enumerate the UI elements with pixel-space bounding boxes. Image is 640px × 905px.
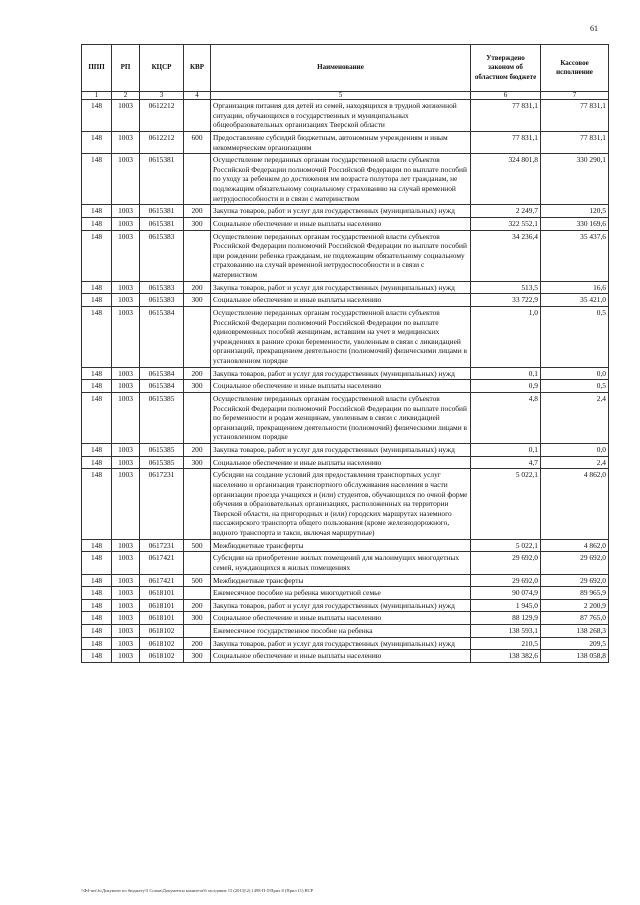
cell-kcsr: 0617421 bbox=[140, 552, 184, 574]
table-row bbox=[82, 587, 609, 600]
column-number: 4 bbox=[184, 92, 211, 100]
cell-kcsr: 0615385 bbox=[140, 392, 184, 443]
cell-name: Предоставление субсидий бюджетным, автономным учреждениям и иным некоммерческим организациям bbox=[211, 131, 471, 153]
cell-approved: 0,9 bbox=[471, 380, 541, 393]
cell-rp: 1003 bbox=[112, 392, 140, 443]
cell-kcsr: 0618101 bbox=[140, 599, 184, 612]
cell-approved: 77 831,1 bbox=[471, 100, 541, 132]
cell-kcsr: 0615385 bbox=[140, 456, 184, 469]
table-row bbox=[82, 154, 609, 205]
cell-name: Социальное обеспечение и иные выплаты населению bbox=[211, 612, 471, 625]
cell-kvr bbox=[184, 587, 211, 600]
cell-kvr: 200 bbox=[184, 444, 211, 457]
cell-ppp: 148 bbox=[82, 281, 112, 294]
table-row bbox=[82, 205, 609, 218]
cell-approved: 138 382,6 bbox=[471, 650, 541, 663]
cell-approved: 1,0 bbox=[471, 306, 541, 367]
cell-cash: 2,4 bbox=[541, 392, 609, 443]
table-row bbox=[82, 281, 609, 294]
cell-cash: 29 692,0 bbox=[541, 574, 609, 587]
cell-ppp: 148 bbox=[82, 456, 112, 469]
cell-approved: 4,7 bbox=[471, 456, 541, 469]
header-rp: РП bbox=[112, 45, 140, 92]
page-number: 61 bbox=[590, 24, 598, 33]
cell-cash: 330 169,6 bbox=[541, 217, 609, 230]
cell-kvr: 300 bbox=[184, 456, 211, 469]
cell-ppp: 148 bbox=[82, 599, 112, 612]
cell-rp: 1003 bbox=[112, 205, 140, 218]
cell-ppp: 148 bbox=[82, 444, 112, 457]
cell-kcsr: 0615381 bbox=[140, 154, 184, 205]
cell-name: Социальное обеспечение и иные выплаты населению bbox=[211, 650, 471, 663]
cell-kcsr: 0615384 bbox=[140, 380, 184, 393]
table-row bbox=[82, 444, 609, 457]
cell-approved: 0,1 bbox=[471, 444, 541, 457]
cell-kcsr: 0615384 bbox=[140, 367, 184, 380]
cell-rp: 1003 bbox=[112, 131, 140, 153]
column-number: 5 bbox=[211, 92, 471, 100]
cell-approved: 322 552,1 bbox=[471, 217, 541, 230]
cell-cash: 35 437,6 bbox=[541, 230, 609, 281]
column-number: 7 bbox=[541, 92, 609, 100]
cell-kvr: 600 bbox=[184, 131, 211, 153]
cell-ppp: 148 bbox=[82, 131, 112, 153]
column-number: 3 bbox=[140, 92, 184, 100]
cell-kvr bbox=[184, 392, 211, 443]
cell-rp: 1003 bbox=[112, 367, 140, 380]
cell-kcsr: 0615383 bbox=[140, 281, 184, 294]
cell-kcsr: 0617231 bbox=[140, 539, 184, 552]
cell-ppp: 148 bbox=[82, 650, 112, 663]
cell-rp: 1003 bbox=[112, 650, 140, 663]
table-row bbox=[82, 552, 609, 574]
cell-name: Осуществление переданных органам государственной власти субъектов Российской Федерации полномочий Российской Федерации по выплате пособий по беременности и родам женщинам, уволенным в связи с ликвидацией организаций, прекращением деятельности (полномочий) физическими лицами в установленном порядке bbox=[211, 392, 471, 443]
column-number: 6 bbox=[471, 92, 541, 100]
cell-cash: 0,5 bbox=[541, 380, 609, 393]
cell-rp: 1003 bbox=[112, 217, 140, 230]
cell-kcsr: 0615384 bbox=[140, 306, 184, 367]
cell-cash: 0,0 bbox=[541, 367, 609, 380]
cell-kvr: 200 bbox=[184, 281, 211, 294]
cell-kvr bbox=[184, 625, 211, 638]
cell-approved: 0,1 bbox=[471, 367, 541, 380]
cell-name: Организация питания для детей из семей, находящихся в трудной жизненной ситуации, обучающихся в государственных и муниципальных общеобразовательных организациях Тверской области bbox=[211, 100, 471, 132]
column-number-row bbox=[82, 92, 609, 100]
header-kcsr: КЦСР bbox=[140, 45, 184, 92]
cell-rp: 1003 bbox=[112, 599, 140, 612]
cell-name: Межбюджетные трансферты bbox=[211, 574, 471, 587]
cell-cash: 120,5 bbox=[541, 205, 609, 218]
cell-approved: 88 129,9 bbox=[471, 612, 541, 625]
header-ppp: ППП bbox=[82, 45, 112, 92]
cell-rp: 1003 bbox=[112, 230, 140, 281]
cell-approved: 29 692,0 bbox=[471, 574, 541, 587]
cell-approved: 324 801,8 bbox=[471, 154, 541, 205]
header-cash: Кассовое исполнение bbox=[541, 45, 609, 92]
cell-rp: 1003 bbox=[112, 456, 140, 469]
cell-cash: 77 831,1 bbox=[541, 131, 609, 153]
table-row bbox=[82, 367, 609, 380]
cell-kvr: 300 bbox=[184, 612, 211, 625]
table-row bbox=[82, 574, 609, 587]
cell-kcsr: 0618101 bbox=[140, 612, 184, 625]
cell-rp: 1003 bbox=[112, 281, 140, 294]
cell-name: Субсидии на создание условий для предоставления транспортных услуг населению и организация транспортного обслуживания населения в части организации проезда учащихся и (или) студентов, обучающихся по очной форме обучения в образовательных организациях, расположенных на территории Тверской области, на пригородных и (или) городских маршрутах наземного пассажирского транспорта общего пользования (кроме железнодорожного, водного транспорта и такси, включая маршрутные) bbox=[211, 469, 471, 539]
cell-rp: 1003 bbox=[112, 587, 140, 600]
cell-rp: 1003 bbox=[112, 444, 140, 457]
column-number: 1 bbox=[82, 92, 112, 100]
cell-kcsr: 0615381 bbox=[140, 217, 184, 230]
cell-rp: 1003 bbox=[112, 154, 140, 205]
cell-kvr bbox=[184, 230, 211, 281]
table-row bbox=[82, 217, 609, 230]
cell-name: Субсидии на приобретение жилых помещений для малоимущих многодетных семей, нуждающихся в жилых помещениях bbox=[211, 552, 471, 574]
file-path-footer: \\Ф4-net\fs\Документ по бюджету\5 Созыв\Документы комитета\6 заседание 15 (2013)\2) 1498-П-5\Прил 8 (Прил 11) ВСР bbox=[81, 888, 314, 893]
table-row bbox=[82, 625, 609, 638]
cell-rp: 1003 bbox=[112, 539, 140, 552]
cell-approved: 5 022,1 bbox=[471, 539, 541, 552]
cell-ppp: 148 bbox=[82, 306, 112, 367]
table-row bbox=[82, 306, 609, 367]
cell-rp: 1003 bbox=[112, 306, 140, 367]
cell-name: Закупка товаров, работ и услуг для государственных (муниципальных) нужд bbox=[211, 367, 471, 380]
cell-name: Закупка товаров, работ и услуг для государственных (муниципальных) нужд bbox=[211, 205, 471, 218]
table-row bbox=[82, 599, 609, 612]
cell-kvr bbox=[184, 100, 211, 132]
cell-ppp: 148 bbox=[82, 294, 112, 307]
cell-cash: 16,6 bbox=[541, 281, 609, 294]
cell-kvr: 200 bbox=[184, 205, 211, 218]
cell-kcsr: 0612212 bbox=[140, 100, 184, 132]
cell-rp: 1003 bbox=[112, 625, 140, 638]
cell-kcsr: 0612212 bbox=[140, 131, 184, 153]
cell-ppp: 148 bbox=[82, 230, 112, 281]
cell-kvr bbox=[184, 154, 211, 205]
cell-ppp: 148 bbox=[82, 469, 112, 539]
table-row bbox=[82, 131, 609, 153]
cell-cash: 35 421,0 bbox=[541, 294, 609, 307]
cell-kvr: 200 bbox=[184, 599, 211, 612]
cell-kcsr: 0618101 bbox=[140, 587, 184, 600]
cell-kcsr: 0615383 bbox=[140, 294, 184, 307]
cell-kvr bbox=[184, 469, 211, 539]
header-row bbox=[82, 45, 609, 92]
table-row bbox=[82, 100, 609, 132]
cell-cash: 138 268,3 bbox=[541, 625, 609, 638]
cell-kvr: 200 bbox=[184, 637, 211, 650]
cell-rp: 1003 bbox=[112, 612, 140, 625]
cell-name: Ежемесячное пособие на ребенка многодетной семье bbox=[211, 587, 471, 600]
cell-approved: 90 074,9 bbox=[471, 587, 541, 600]
table-row bbox=[82, 456, 609, 469]
cell-ppp: 148 bbox=[82, 612, 112, 625]
cell-ppp: 148 bbox=[82, 205, 112, 218]
cell-cash: 89 965,9 bbox=[541, 587, 609, 600]
cell-ppp: 148 bbox=[82, 100, 112, 132]
cell-cash: 4 862,0 bbox=[541, 539, 609, 552]
header-name: Наименование bbox=[211, 45, 471, 92]
cell-name: Социальное обеспечение и иные выплаты населению bbox=[211, 380, 471, 393]
table-row bbox=[82, 294, 609, 307]
cell-cash: 138 058,8 bbox=[541, 650, 609, 663]
cell-cash: 330 290,1 bbox=[541, 154, 609, 205]
cell-rp: 1003 bbox=[112, 469, 140, 539]
cell-kvr: 300 bbox=[184, 217, 211, 230]
cell-cash: 4 862,0 bbox=[541, 469, 609, 539]
cell-rp: 1003 bbox=[112, 552, 140, 574]
cell-approved: 34 236,4 bbox=[471, 230, 541, 281]
cell-approved: 2 249,7 bbox=[471, 205, 541, 218]
cell-kcsr: 0615383 bbox=[140, 230, 184, 281]
cell-rp: 1003 bbox=[112, 380, 140, 393]
column-number: 2 bbox=[112, 92, 140, 100]
cell-kvr bbox=[184, 552, 211, 574]
cell-approved: 29 692,0 bbox=[471, 552, 541, 574]
cell-name: Социальное обеспечение и иные выплаты населению bbox=[211, 456, 471, 469]
cell-name: Социальное обеспечение и иные выплаты населению bbox=[211, 217, 471, 230]
cell-name: Межбюджетные трансферты bbox=[211, 539, 471, 552]
cell-kvr: 200 bbox=[184, 367, 211, 380]
cell-cash: 0,0 bbox=[541, 444, 609, 457]
cell-approved: 77 831,1 bbox=[471, 131, 541, 153]
table-row bbox=[82, 612, 609, 625]
cell-ppp: 148 bbox=[82, 539, 112, 552]
cell-name: Осуществление переданных органам государственной власти субъектов Российской Федерации полномочий Российской Федерации по выплате пособий при рождении ребенка гражданам, не подлежащим обязательному социальному страхованию на случай временной нетрудоспособности и в связи с материнством bbox=[211, 230, 471, 281]
cell-cash: 77 831,1 bbox=[541, 100, 609, 132]
cell-cash: 209,5 bbox=[541, 637, 609, 650]
cell-cash: 2 200,9 bbox=[541, 599, 609, 612]
cell-kvr: 300 bbox=[184, 380, 211, 393]
cell-approved: 513,5 bbox=[471, 281, 541, 294]
cell-kvr: 500 bbox=[184, 574, 211, 587]
table-row bbox=[82, 637, 609, 650]
table-row bbox=[82, 650, 609, 663]
cell-kcsr: 0618102 bbox=[140, 625, 184, 638]
cell-ppp: 148 bbox=[82, 552, 112, 574]
table-row bbox=[82, 392, 609, 443]
cell-name: Закупка товаров, работ и услуг для государственных (муниципальных) нужд bbox=[211, 599, 471, 612]
cell-rp: 1003 bbox=[112, 100, 140, 132]
cell-rp: 1003 bbox=[112, 294, 140, 307]
cell-rp: 1003 bbox=[112, 637, 140, 650]
cell-kcsr: 0618102 bbox=[140, 650, 184, 663]
cell-ppp: 148 bbox=[82, 154, 112, 205]
cell-kcsr: 0615385 bbox=[140, 444, 184, 457]
cell-cash: 0,5 bbox=[541, 306, 609, 367]
cell-name: Закупка товаров, работ и услуг для государственных (муниципальных) нужд bbox=[211, 281, 471, 294]
cell-kcsr: 0615381 bbox=[140, 205, 184, 218]
budget-table bbox=[81, 44, 609, 663]
cell-approved: 210,5 bbox=[471, 637, 541, 650]
cell-kcsr: 0617421 bbox=[140, 574, 184, 587]
cell-ppp: 148 bbox=[82, 625, 112, 638]
cell-name: Закупка товаров, работ и услуг для государственных (муниципальных) нужд bbox=[211, 637, 471, 650]
cell-kcsr: 0617231 bbox=[140, 469, 184, 539]
cell-approved: 138 593,1 bbox=[471, 625, 541, 638]
table-row bbox=[82, 230, 609, 281]
cell-approved: 5 022,1 bbox=[471, 469, 541, 539]
cell-cash: 29 692,0 bbox=[541, 552, 609, 574]
cell-ppp: 148 bbox=[82, 637, 112, 650]
cell-kvr: 300 bbox=[184, 650, 211, 663]
cell-ppp: 148 bbox=[82, 574, 112, 587]
cell-rp: 1003 bbox=[112, 574, 140, 587]
cell-ppp: 148 bbox=[82, 392, 112, 443]
header-approved: Утверждено законом об областном бюджете bbox=[471, 45, 541, 92]
cell-kvr bbox=[184, 306, 211, 367]
cell-kvr: 500 bbox=[184, 539, 211, 552]
cell-name: Осуществление переданных органам государственной власти субъектов Российской Федерации полномочий Российской Федерации по выплате единовременных пособий женщинам, вставшим на учет в медицинских учреждениях в ранние сроки беременности, уволенным в связи с ликвидацией организаций, прекращением деятельности (полномочий) физическими лицами в установленном порядке bbox=[211, 306, 471, 367]
cell-kvr: 300 bbox=[184, 294, 211, 307]
cell-ppp: 148 bbox=[82, 380, 112, 393]
cell-name: Ежемесячное государственное пособие на ребенка bbox=[211, 625, 471, 638]
cell-ppp: 148 bbox=[82, 217, 112, 230]
table-row bbox=[82, 380, 609, 393]
cell-approved: 33 722,9 bbox=[471, 294, 541, 307]
cell-approved: 1 945,0 bbox=[471, 599, 541, 612]
cell-name: Социальное обеспечение и иные выплаты населению bbox=[211, 294, 471, 307]
cell-name: Осуществление переданных органам государственной власти субъектов Российской Федерации полномочий Российской Федерации по выплате пособий по уходу за ребенком до достижения им возраста полутора лет гражданам, не подлежащим обязательному социальному страхованию на случай временной нетрудоспособности и в связи с материнством bbox=[211, 154, 471, 205]
cell-ppp: 148 bbox=[82, 587, 112, 600]
cell-cash: 87 765,0 bbox=[541, 612, 609, 625]
header-kvr: КВР bbox=[184, 45, 211, 92]
cell-approved: 4,8 bbox=[471, 392, 541, 443]
cell-kcsr: 0618102 bbox=[140, 637, 184, 650]
cell-cash: 2,4 bbox=[541, 456, 609, 469]
cell-ppp: 148 bbox=[82, 367, 112, 380]
cell-name: Закупка товаров, работ и услуг для государственных (муниципальных) нужд bbox=[211, 444, 471, 457]
table-row bbox=[82, 539, 609, 552]
table-row bbox=[82, 469, 609, 539]
